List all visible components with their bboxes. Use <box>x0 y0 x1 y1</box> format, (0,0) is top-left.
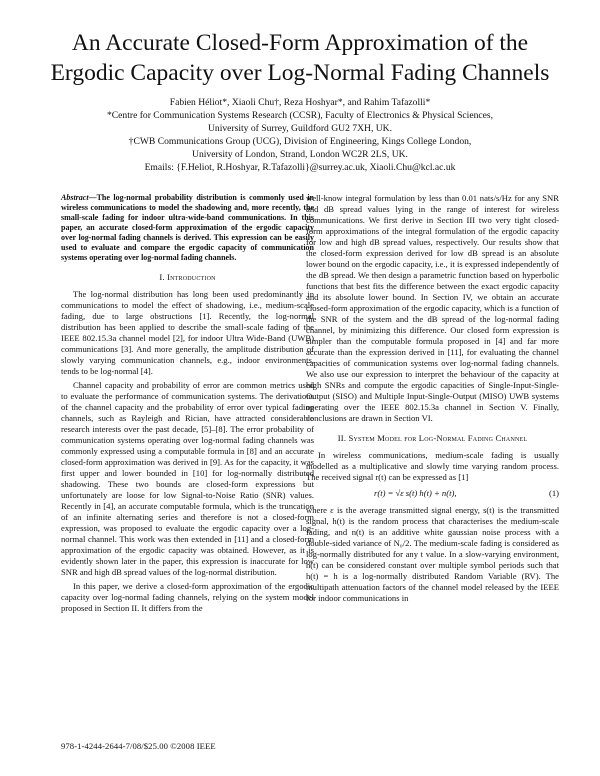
equation-1-number: (1) <box>548 488 559 498</box>
intro-paragraph-2: Channel capacity and probability of error are common metrics used to evaluate the performance of communication systems. The derivations of the channel capacity and the probability of error over typical fading channels, such as Rayleigh and Rician, have attracted considerable research interests over the past decade, [5]–[8]. The error probability of communication systems operating over log-normal fading channels was commonly expressed using a computable formula in [8] and an accurate closed-form approximation was derived in [9]. As for the capacity, it was first upper and lower bounded in [10] for log-normally distributed shadowing. These two bounds are closed-form expressions but unfortunately are loose for low Signal-to-Noise Ratio (SNR) values. Recently in [4], an accurate computable formula, which is the truncation of an infinite alternating series and therefore is not a closed-form expression, was proposed to evaluate the ergodic capacity over a log-normal channel. This work was then extended in [11] and a closed-form approximation of the ergodic capacity was obtained. However, as it is evidently shown later in the paper, this expression is inaccurate for low SNR and high dB spread values of the log-normal distribution. <box>61 380 314 577</box>
equation-1 <box>306 488 559 499</box>
affiliation-1-line-1: *Centre for Communication Systems Research (CCSR), Faculty of Electronics & Physical Sciences, <box>106 110 494 121</box>
intro-paragraph-1: The log-normal distribution has long been used predominantly in communications to model the effect of shadowing, i.e., medium-scale fading, due to large obstructions [1]. Recently, the log-normal distribution has been applied to describe the small-scale fading of the IEEE 802.15.3a channel model [2], for indoor Ultra Wide-Band (UWB) communications [3]. And more generally, the amplitude distribution of slowly varying communication channels, e.g., indoor environments, tends to be log-normal [4]. <box>61 289 314 376</box>
author-block <box>40 96 560 174</box>
author-names: Fabien Héliot*, Xiaoli Chu†, Reza Hoshyar*, and Rahim Tafazolli* <box>169 97 431 108</box>
intro-continuation: well-know integral formulation by less than 0.01 nats/s/Hz for any SNR and dB spread values lying in the range of interest for wireless communications. We first derive in Section III two very tight closed-form approximations of the integral formulation of the ergodic capacity for low and high dB spread values, respectively. Our results show that the closed-form expression derived for low dB spread is an absolute lower bound on the ergodic capacity, i.e., it is expressed independently of the dB spread. We then design a parametric function based on hyperbolic functions that best fits the difference between the exact ergodic capacity and its absolute lower bound. In Section IV, we obtain an accurate closed-form approximation of the ergodic capacity, which is a function of the SNR of the system and the dB spread of the log-normal fading channel, by minimizing this difference. Our closed form expression is simpler than the computable formula proposed in [4] and far more accurate than the expression derived in [11], for evaluating the channel capacities of communication systems over log-normal fading channels. We also use our expression to interpret the behaviour of the capacity at high SNRs and compute the ergodic capacities of Single-Input-Single-Output (SISO) and Multiple Input-Single-Output (MISO) UWB systems operating over the IEEE 802.15.3a channel in Section V. Finally, conclusions are drawn in Section VI. <box>306 193 559 423</box>
system-model-paragraph-2: where ε is the average transmitted signal energy, s(t) is the transmitted signal, h(t) is the random process that characterises the medium-scale fading, and n(t) is an additive white gaussian noise process with a double-sided variance of N₀/2. The medium-scale fading is considered as log-normally distributed for any t value. In a slow-varying environment, h(t) can be considered constant over multiple symbol periods such that h(t) = h is a log-normally distributed Random Variable (RV). The multipath attenuation factors of the channel model released by the IEEE for indoor communications in <box>306 505 559 603</box>
abstract-text: —The log-normal probability distribution is commonly used in wireless communications to model the shadowing and, more recently, the small-scale fading for indoor ultra-wide-band communications. In this paper, an accurate closed-form approximation of the ergodic capacity over log-normal fading channels is derived. This expression can be easily used to evaluate and compare the ergodic capacity of communication systems operating over log-normal fading channels. <box>61 193 314 262</box>
abstract-lead: Abstract <box>61 193 89 202</box>
equation-1-body: r(t) = √ε s(t) h(t) + n(t), <box>374 488 457 498</box>
right-column <box>306 193 559 607</box>
system-model-paragraph-1: In wireless communications, medium-scale fading is usually modelled as a multiplicative and slowly time varying random process. The received signal r(t) can be expressed as [1] <box>306 450 559 482</box>
title-line-1: An Accurate Closed-Form Approximation of the <box>71 30 529 56</box>
section-1-heading: I. Introduction <box>159 272 216 282</box>
affiliation-2-line-1: †CWB Communications Group (UCG), Division of Engineering, Kings College London, <box>128 136 472 147</box>
copyright-footer: 978-1-4244-2644-7/08/$25.00 ©2008 IEEE <box>61 741 216 751</box>
affiliation-1-line-2: University of Surrey, Guildford GU2 7XH, UK. <box>207 123 393 134</box>
abstract <box>61 193 314 263</box>
title-line-2: Ergodic Capacity over Log-Normal Fading Channels <box>50 60 550 86</box>
affiliation-2-line-2: University of London, Strand, London WC2R 2LS, UK. <box>192 149 408 160</box>
paper-title <box>20 28 580 88</box>
author-emails: Emails: {F.Heliot, R.Hoshyar, R.Tafazolli}@surrey.ac.uk, Xiaoli.Chu@kcl.ac.uk <box>144 162 456 173</box>
intro-paragraph-3: In this paper, we derive a closed-form approximation of the ergodic capacity over log-normal fading channels, relying on the system model proposed in Section II. It differs from the <box>61 581 314 613</box>
section-2-heading: II. System Model for Log-Normal Fading Channel <box>337 433 528 443</box>
left-column <box>61 193 314 617</box>
